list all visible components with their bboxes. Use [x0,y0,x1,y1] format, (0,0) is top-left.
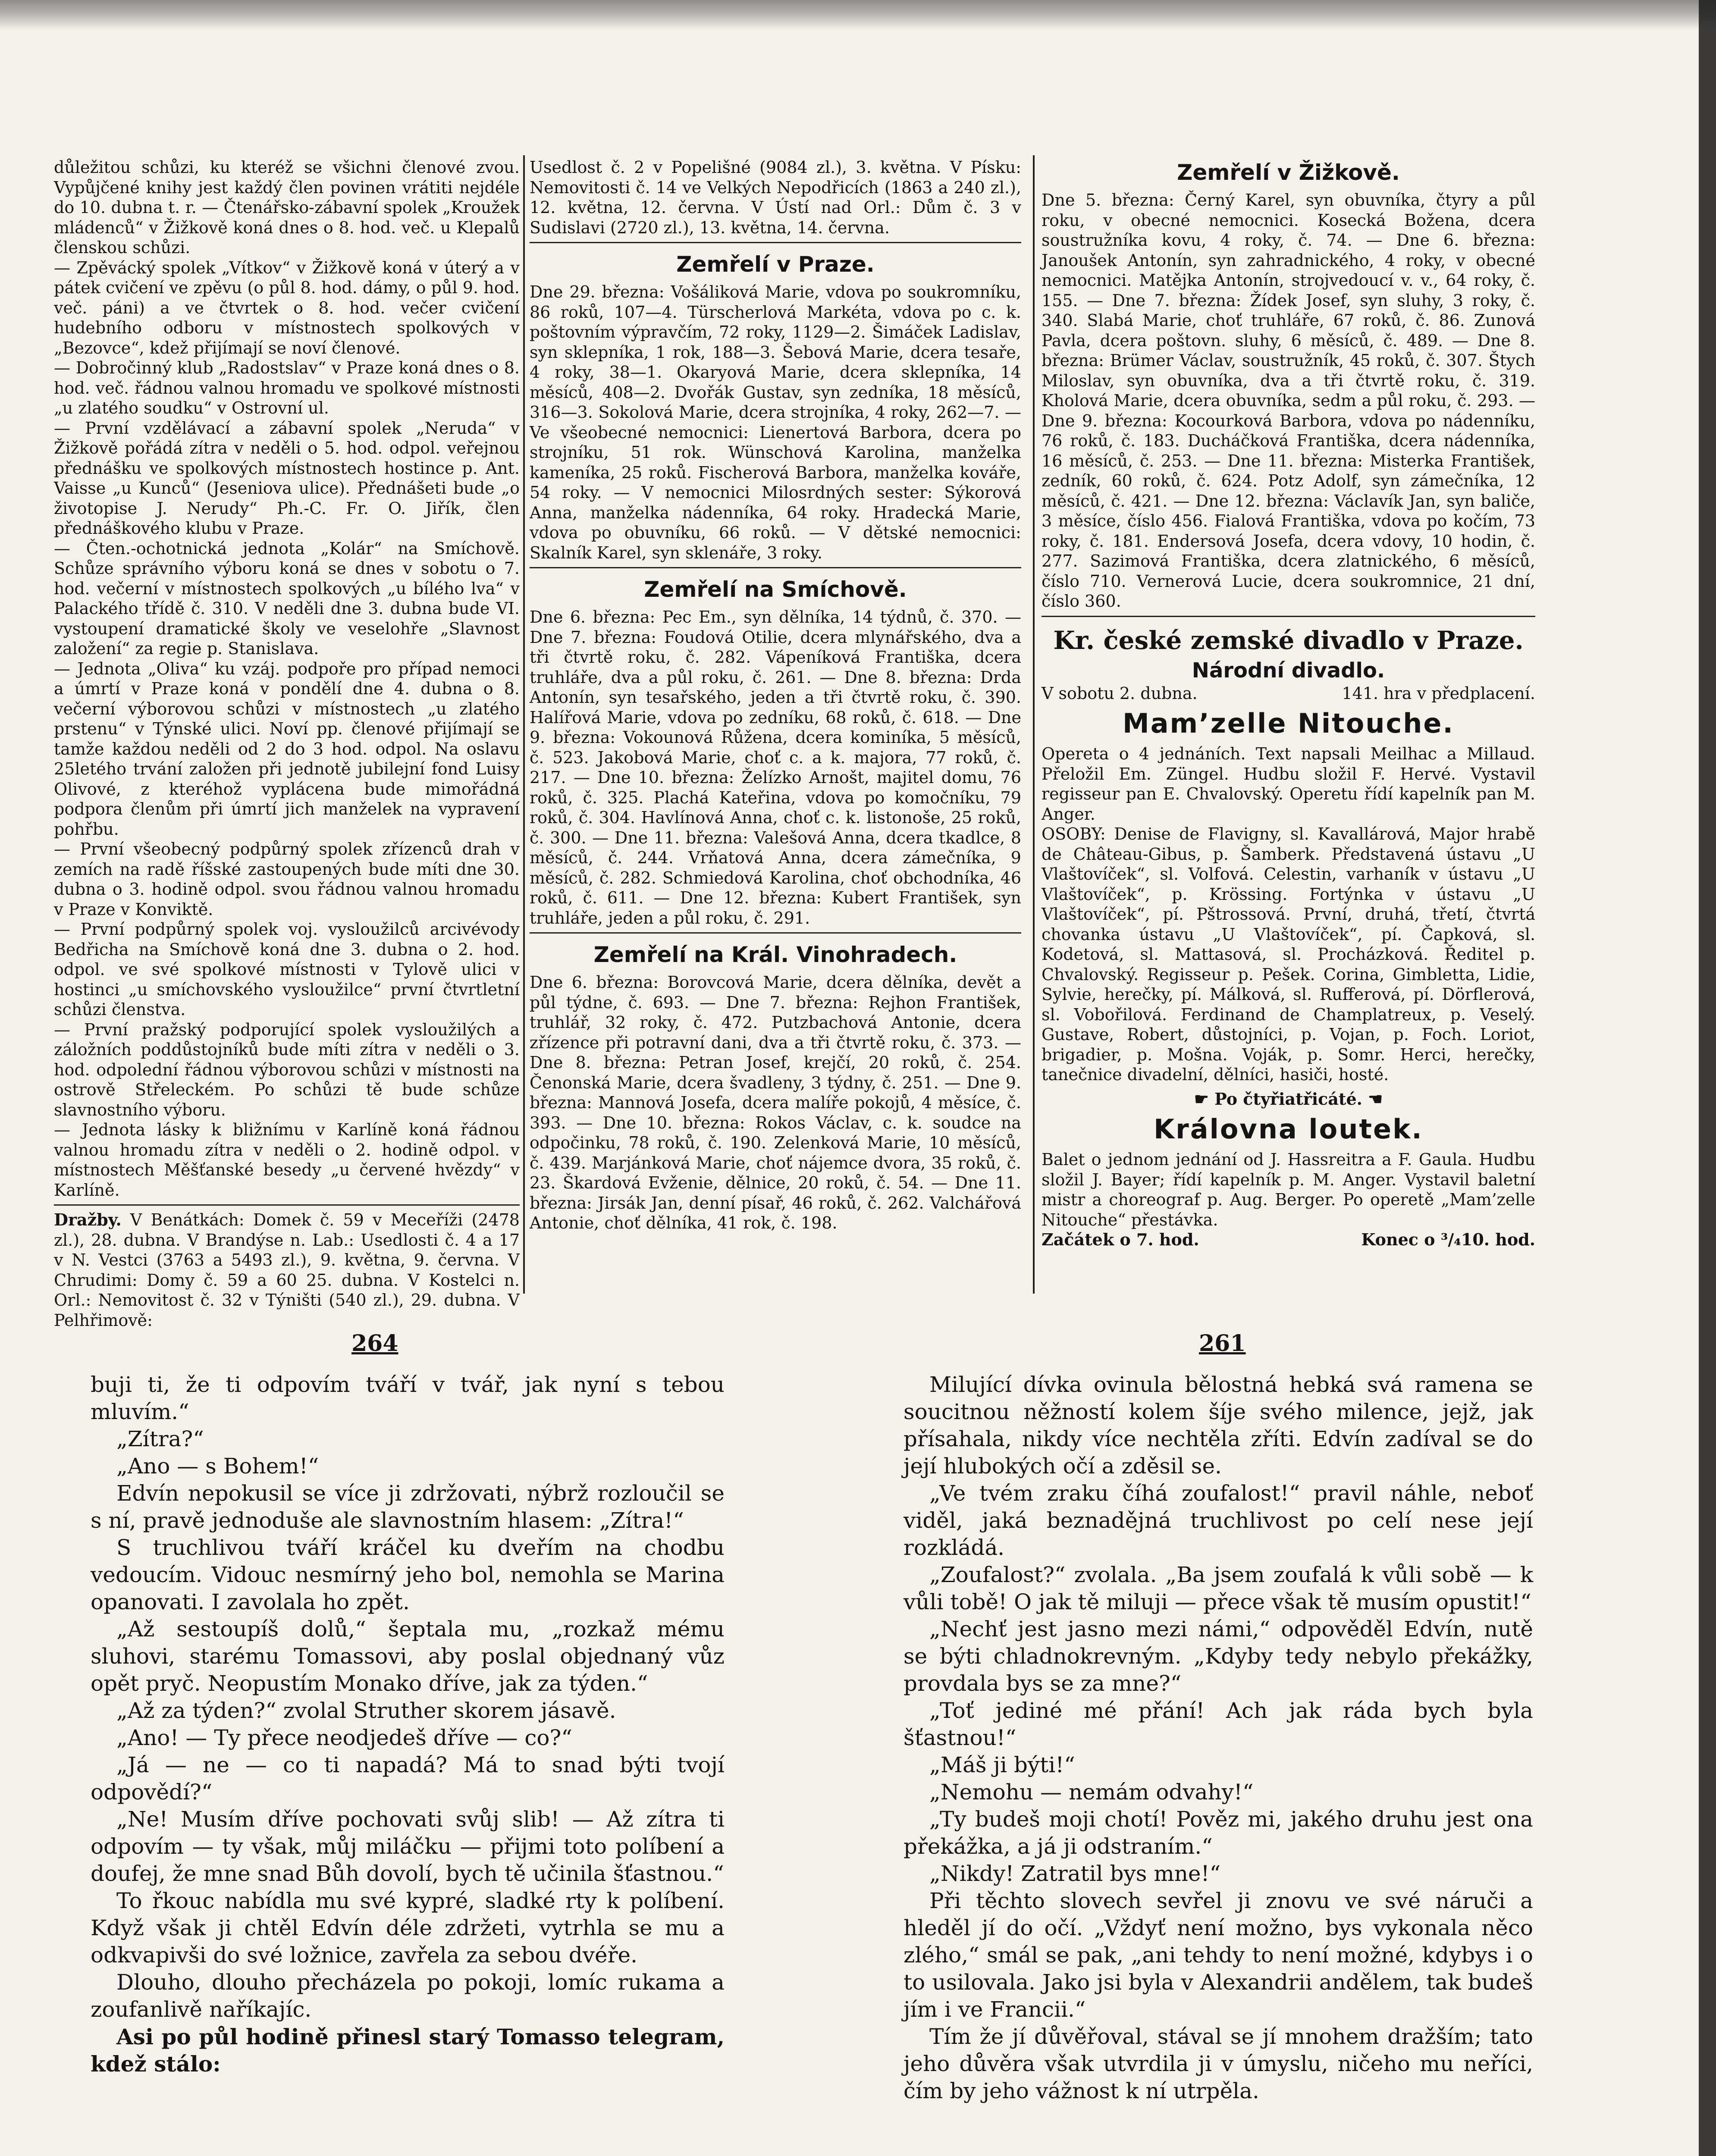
story-paragraph: „Máš ji býti!“ [929,1752,1075,1777]
story-paragraph: Milující dívka ovinula bělostná hebká svá ramena se soucitnou něžností kolem šíje svého milence, jejž, jak přísahala, nikdy více nechtěla zříti. Edvín zadíval se do její hlubokých očí a zděsil se. [903,1372,1533,1479]
story-paragraph: S truchlivou tváří kráčel ku dveřím na chodbu vedoucím. Vidouc nesmírný jeho bol, nemohla se Marina opanovati. I zavolala ho zpět. [91,1535,725,1614]
theatre-performance-number: 141. hra v předplacení. [1342,683,1535,703]
repeat-notice-row [1042,1089,1535,1109]
story-paragraph: „Až za týden?“ zvolal Struther skorem jásavě. [116,1698,616,1723]
assoc-paragraph: — Jednota „Oliva“ ku vzáj. podpoře pro případ nemoci a úmrtí v Praze koná v pondělí dne 4. dubna o 8. večerní výborovou schůzi v místnostech „u zlatého prstenu“ v Týnské ulici. Noví pp. členové přijímají se tamže každou neděli od 2 do 3 hod. odpol. Na oslavu 25letého trvání založen při jednotě jubilejní fond Luisy Olivové, z kteréhož vyplácena bude mimořádná podpora členům při úmrtí jich manželek na vypravení pohřbu. [54,659,520,839]
story-paragraph: „Nikdy! Zatratil bys mne!“ [929,1861,1221,1886]
story-paragraph: Edvín nepokusil se více ji zdržovati, nýbrž rozloučil se s ní, pravě jednoduše ale slavnostním hlasem: „Zítra!“ [91,1481,725,1533]
auctions-continued: Usedlost č. 2 v Popelišné (9084 zl.), 3. května. V Písku: Nemovitosti č. 14 ve Velkých Nepodřicích (1863 a 240 zl.), 12. května, 12. června. V Ústí nad Orl.: Dům č. 3 v Sudislavi (2720 zl.), 13. května, 14. června. [530,158,1021,237]
auctions-text: V Benátkách: Domek č. 59 v Meceříži (2478 zl.), 28. dubna. V Brandýse n. Lab.: Usedlosti č. 4 a 17 v N. Vestci (3763 a 5493 zl.), 9. května, 9. června. V Chrudimi: Domy č. 59 a 60 25. dubna. V Kostelci n. Orl.: Nemovitost č. 32 v Týništi (540 zl.), 29. dubna. V Pelhřimově: [54,1210,520,1330]
story-paragraph: „Ne! Musím dříve pochovati svůj slib! — Až zítra ti odpovím — ty však, můj miláčku — přijmi toto políbení a doufej, že mne snad Bůh dovolí, bych tě učinila šťastnou.“ [91,1807,725,1886]
assoc-paragraph: — První všeobecný podpůrný spolek zřízenců drah v zemích na radě říšské zastoupených bude míti dne 30. dubna o 3. hodině odpol. svou řádnou valnou hromadu v Praze v Konviktě. [54,840,520,919]
play-title-kralovna: Královna loutek. [1154,1113,1423,1145]
deaths-smichov-text: Dne 6. března: Pec Em., syn dělníka, 14 týdnů, č. 370. — Dne 7. března: Foudová Otilie, dcera mlynářského, dva a tři čtvrtě roku, č. 282. Vápeníková Františka, dcera truhláře, dva a půl roku, č. 261. — Dne 8. března: Drda Antonín, syn tesařského, jeden a tři čtvrtě roku, č. 390. Halířová Marie, vdova po zedníku, 68 roků, č. 618. — Dne 9. března: Vokounová Růžena, dcera kominíka, 5 měsíců, č. 523. Jakobová Marie, choť c. a k. majora, 77 roků, č. 217. — Dne 10. března: Želízko Arnošt, majitel domu, 76 roků, č. 325. Plachá Kateřina, vdova po komočníku, 79 roků, č. 304. Havlínová Anna, choť c. k. listonoše, 25 roků, č. 300. — Dne 11. března: Valešová Anna, dcera tkadlce, 8 měsíců, č. 244. Vrňatová Anna, dcera zámečníka, 9 měsíců, č. 282. Schmiedová Karolina, choť obchodníka, 46 roků, č. 611. — Dne 12. března: Kubert František, syn truhláře, jeden a půl roku, č. 291. [530,608,1021,928]
pointing-hand-left-icon: ☚ [1368,1089,1383,1109]
story-paragraph: „Ve tvém zraku číhá zoufalost!“ pravil náhle, neboť viděl, jaká beznadějná truchlivost po celí nese její rozkládá. [903,1481,1533,1560]
section-divider [530,242,1021,243]
scan-right-edge [1699,0,1716,2156]
left-page-number: 264 [351,1330,398,1357]
column-associations [54,157,520,1330]
heading-deaths-prague: Zemřelí v Praze. [676,252,875,277]
section-divider [1042,616,1535,617]
play-description-nitouche: Opereta o 4 jednáních. Text napsali Meilhac a Millaud. Přeložil Em. Züngel. Hudbu složil F. Hervé. Vystavil regisseur pan E. Chvalovský. Operetu řídí kapelník pan M. Anger. [1042,744,1535,824]
repeat-notice: Po čtyřiatřicáté. [1214,1089,1362,1109]
heading-deaths-smichov: Zemřelí na Smíchově. [644,577,907,602]
story-paragraph: „Až sestoupíš dolů,“ šeptala mu, „rozkaž mému sluhovi, starému Tomassovi, aby poslal objednaný vůz opět pryč. Neopustím Monako dříve, jak za týden.“ [91,1617,725,1696]
story-paragraph: Asi po půl hodině přinesl starý Tomasso telegram, kdež stálo: [91,2024,725,2077]
assoc-paragraph: důležitou schůzi, ku kteréž se všichni členové zvou. Vypůjčené knihy jest každý člen povinen vrátiti nejdéle do 10. dubna t. r. — Čtenářsko-zábavní spolek „Kroužek mládenců“ v Žižkově koná dnes o 8. hod. več. u Klepalů členskou schůzi. [54,158,520,257]
start-end-row [1042,1230,1535,1250]
heading-deaths-zizkov: Zemřelí v Žižkově. [1177,160,1400,185]
story-paragraph: Při těchto slovech sevřel ji znovu ve své náruči a hleděl jí do očí. „Vždyť není možno, bys vykonala něco zlého,“ smál se pak, „ani tehdy to není možné, kdybys i o to usilovala. Jako jsi byla v Alexandrii andělem, tak budeš jím i ve Francii.“ [903,1888,1533,2022]
story-paragraph: buji ti, že ti odpovím tváří v tvář, jak nyní s tebou mluvím.“ [91,1372,725,1424]
assoc-paragraph: — Čten.-ochotnická jednota „Kolár“ na Smíchově. Schůze správního výboru koná se dnes v sobotu o 7. hod. večerní v místnostech spolkových „u bílého lva“ v Palackého třídě č. 310. V neděli dne 3. dubna bude VI. vystoupení dramatické školy ve veselohře „Slavnost založení“ za regie p. Stanislava. [54,539,520,658]
assoc-paragraph: — První vzdělávací a zábavní spolek „Neruda“ v Žižkově pořádá zítra v neděli o 5. hod. odpol. veřejnou přednášku ve spolkových místnostech hostince p. Ant. Vaisse „u Kunců“ (Jeseniova ulice). Přednášeti bude „o životopise J. Nerudy“ Ph.-C. Fr. O. Jiřík, člen přednáškového klubu v Praze. [54,418,520,538]
deaths-zizkov-text: Dne 5. března: Černý Karel, syn obuvníka, čtyry a půl roku, v obecné nemocnici. Kosecká Božena, dcera soustružníka kovu, 4 roky, č. 74. — Dne 6. března: Janoušek Antonín, syn zahradnického, 4 roky, v obecné nemocnici. Matějka Antonín, strojvedoucí v. v., 64 roky, č. 155. — Dne 7. března: Žídek Josef, syn sluhy, 3 roky, č. 340. Slabá Marie, choť truhláře, 67 roků, č. 86. Zunová Pavla, dcera poštovn. sluhy, 6 měsíců, č. 489. — Dne 8. března: Brümer Václav, soustružník, 45 roků, č. 307. Štych Miloslav, syn obuvníka, dva a tři čtvrtě roku, č. 319. Kholová Marie, dcera obuvníka, sedm a půl roku, č. 293. — Dne 9. března: Kocourková Barbora, vdova po nádenníku, 76 roků, č. 183. Ducháčková Františka, dcera nádenníka, 16 měsíců, č. 253. — Dne 11. března: Misterka František, zedník, 60 roků, č. 624. Potz Adolf, syn zámečníka, 12 měsíců, č. 421. — Dne 12. března: Václavík Jan, syn baliče, 3 měsíce, číslo 456. Fialová Františka, vdova po kočím, 73 roky, č. 181. Endersová Josefa, dcera vdovy, 10 hodin, č. 277. Sazimová Františka, dcera zlatnického, 6 měsíců, číslo 710. Vernerová Lucie, dcera soukromnice, 21 dní, číslo 360. [1042,191,1535,611]
assoc-paragraph: — Dobročinný klub „Radostslav“ v Praze koná dnes o 8. hod. več. řádnou valnou hromadu ve spolkové místnosti „u zlatého soudku“ v Ostrovní ul. [54,358,520,417]
play-description-kralovna: Balet o jednom jednání od J. Hassreitra a F. Gaula. Hudbu složil J. Bayer; řídí kapelník p. M. Anger. Vystavil baletní mistr a choreograf p. Aug. Berger. Po operetě „Mam’zelle Nitouche“ přestávka. [1042,1150,1535,1229]
story-paragraph: „Ano — s Bohem!“ [116,1454,319,1479]
right-page-number: 261 [1199,1330,1246,1357]
story-paragraph: „Zoufalost?“ zvolala. „Ba jsem zoufalá k vůli sobě — k vůli tobě! O jak tě miluji — přece však tě musím opustit!“ [903,1562,1533,1614]
story-paragraph: To řkouc nabídla mu své kypré, sladké rty k políbení. Když však ji chtěl Edvín déle zdržeti, vytrhla se mu a odkvapivši do své ložnice, zavřela za sebou dvéře. [91,1888,725,1968]
auctions-heading: Dražby. [54,1210,122,1229]
story-paragraph: „Já — ne — co ti napadá? Má to snad býti tvojí odpovědí?“ [91,1752,725,1805]
story-paragraph: „Ano! — Ty přece neodjedeš dříve — co?“ [116,1725,572,1750]
section-divider [530,567,1021,568]
play-cast-nitouche: OSOBY: Denise de Flavigny, sl. Kavallárová, Major hrabě de Château-Gibus, p. Šamberk. Představená ústavu „U Vlaštovíček“, sl. Volfová. Celestin, varhaník v ústavu „U Vlaštovíček“, p. Krössing. Fortýnka v ústavu „U Vlaštovíček“, pí. Pštrossová. První, druhá, třetí, čtvrtá chovanka ústavu „U Vlaštovíček“, pí. Čapková, sl. Kodetová, sl. Mattasová, sl. Procházková. Ředitel p. Chvalovský. Regisseur p. Pešek. Corina, Gimbletta, Lidie, Sylvie, herečky, pí. Málková, sl. Rufferová, pí. Dörflerová, sl. Vobořilová. Ferdinand de Champlatreux, p. Veselý. Gustave, Robert, důstojníci, p. Vojan, p. Foch. Loriot, brigadier, p. Mošna. Voják, p. Somr. Herci, herečky, tanečnice divadelní, dělníci, hasiči, hosté. [1042,824,1535,1084]
assoc-paragraph: — První podpůrný spolek voj. vysloužilců arcivévody Bedřicha na Smíchově koná dne 3. dubna o 2. hod. odpol. ve své spolkové místnosti v Tylově ulici v hostinci „u smíchovského vysloužilce“ první čtvrtletní schůzi členstva. [54,920,520,1019]
assoc-paragraph: — Jednota lásky k bližnímu v Karlíně koná řádnou valnou hromadu zítra v neděli o 2. hodině odpol. v místnostech Měšťanské besedy „u červené hvězdy“ v Karlíně. [54,1120,520,1200]
section-divider [54,1204,520,1206]
end-time: Konec o ³/₄10. hod. [1361,1230,1535,1249]
play-title-nitouche: Mam’zelle Nitouche. [1123,708,1454,739]
assoc-paragraph: — První pražský podporující spolek vysloužilých a záložních poddůstojníků bude míti zítra v neděli o 3. hod. odpolední řádnou výborovou schůzi v místnosti na ostrově Střeleckém. Po schůzi tě bude schůze slavnostního výboru. [54,1020,520,1119]
story-left-page [91,1371,725,2156]
column-rule [523,155,525,1294]
story-paragraph: Dlouho, dlouho přecházela po pokoji, lomíc rukama a zoufanlivě naříkajíc. [91,1970,725,2022]
theatre-heading: Kr. české zemské divadlo v Praze. [1053,625,1524,655]
column-rule [1033,155,1035,1294]
theatre-date-row [1042,683,1535,704]
section-divider [530,932,1021,934]
column-deaths [530,157,1021,1287]
story-paragraph: „Zítra?“ [116,1426,204,1451]
pointing-hand-icon: ☛ [1194,1089,1209,1109]
deaths-vinohrady-text: Dne 6. března: Borovcová Marie, dcera dělníka, devět a půl týdne, č. 693. — Dne 7. března: Rejhon František, truhlář, 32 roky, č. 472. Putzbachová Antonie, dcera zřízence při potravní dani, dva a tři čtvrtě roku, č. 373. — Dne 8. března: Petran Josef, krejčí, 20 roků, č. 254. Čenonská Marie, dcera švadleny, 3 týdny, č. 251. — Dne 9. března: Mannová Josefa, dcera malíře pokojů, 4 měsíce, č. 393. — Dne 10. března: Rokos Václav, c. k. soudce na odpočinku, 78 roků, č. 190. Zelenková Marie, 10 měsíců, č. 439. Marjánková Marie, choť nájemce dvora, 35 roků, č. 23. Škardová Evženie, dělnice, 20 roků, č. 54. — Dne 11. března: Jirsák Jan, denní písař, 46 roků, č. 262. Valchářová Antonie, choť dělníka, 41 rok, č. 198. [530,973,1021,1232]
story-right-page [903,1371,1533,2156]
story-paragraph: „Nemohu — nemám odvahy!“ [929,1780,1254,1805]
story-paragraph: „Ty budeš moji chotí! Pověz mi, jakého druhu jest ona překážka, a já ji odstraním.“ [903,1807,1533,1859]
theatre-date: V sobotu 2. dubna. [1042,683,1198,703]
theatre-subheading: Národní divadlo. [1192,658,1385,683]
start-time: Začátek o 7. hod. [1042,1230,1199,1249]
story-paragraph: „Nechť jest jasno mezi námi,“ odpověděl Edvín, nutě se býti chladnokrevným. „Kdyby tedy nebylo překážky, provdala bys se za mne?“ [903,1617,1533,1696]
column-zizkov-theatre [1042,157,1535,1287]
auctions-paragraph [54,1210,520,1330]
scan-top-band [0,0,1716,30]
story-paragraph: „Toť jediné mé přání! Ach jak ráda bych byla šťastnou!“ [903,1698,1533,1750]
deaths-prague-text: Dne 29. března: Vošáliková Marie, vdova po soukromníku, 86 roků, 107—4. Türscherlová Markéta, vdova po c. k. poštovním výpravčím, 72 roky, 1129—2. Šimáček Ladislav, syn sklepníka, 1 rok, 188—3. Šebová Marie, dcera tesaře, 4 roky, 38—1. Okaryová Marie, dcera sklepníka, 14 měsíců, 408—2. Dvořák Gustav, syn zedníka, 18 měsíců, 316—3. Sokolová Marie, dcera strojníka, 4 roky, 262—7. — Ve všeobecné nemocnici: Lienertová Barbora, dcera po strojníku, 51 rok. Wünschová Karolina, manželka kameníka, 25 roků. Fischerová Barbora, manželka kováře, 54 roky. — V nemocnici Milosrdných sester: Sýkorová Anna, manželka nádenníka, 64 roky. Hradecká Marie, vdova po obuvníku, 66 roků. — V dětské nemocnici: Skalník Karel, syn sklenáře, 3 roky. [530,282,1021,562]
heading-deaths-vinohrady: Zemřelí na Král. Vinohradech. [593,942,957,967]
story-paragraph: Tím že jí důvěřoval, stával se jí mnohem dražším; tato jeho důvěra však utvrdila ji v úmyslu, ničeho mu neříci, čím by jeho vážnost k ní utrpěla. [903,2024,1533,2103]
assoc-paragraph: — Zpěvácký spolek „Vítkov“ v Žižkově koná v úterý a v pátek cvičení ve zpěvu (o půl 8. hod. dámy, o půl 9. hod. več. páni) a ve čtvrtek o 8. hod. večer cvičení hudebního odboru v místnostech spolkových v „Bezovce“, kdež přijímají se noví členové. [54,258,520,357]
